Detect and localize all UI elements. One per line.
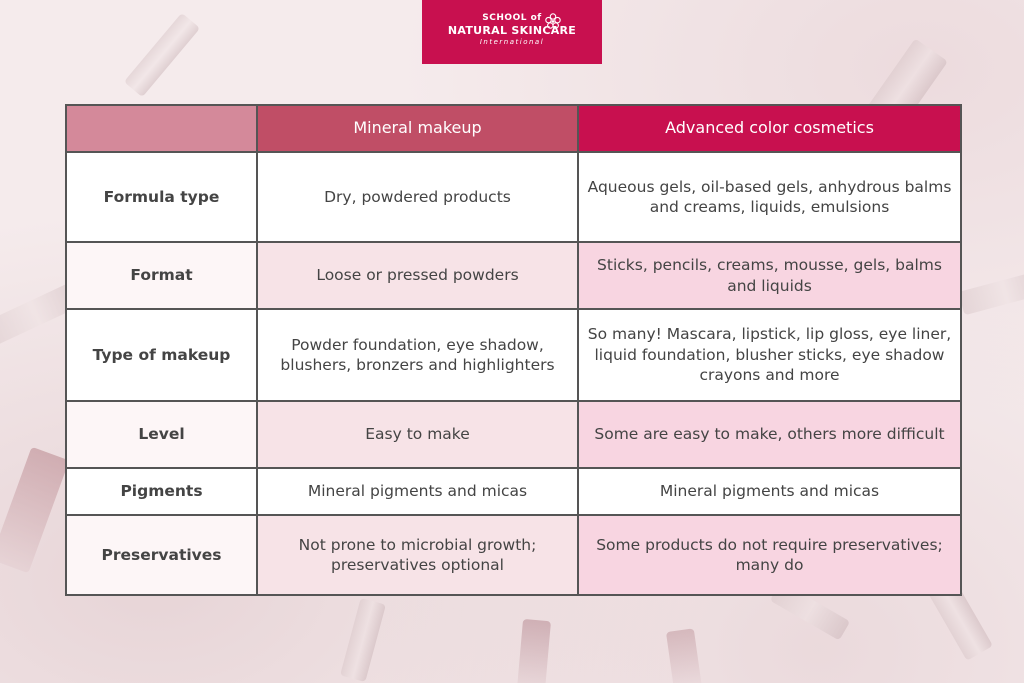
flower-icon xyxy=(544,12,562,30)
header-advanced-color-cosmetics: Advanced color cosmetics xyxy=(578,105,961,152)
table-row xyxy=(66,152,961,242)
brand-logo xyxy=(422,0,602,64)
row-label: Preservatives xyxy=(66,515,257,595)
mineral-cell: Loose or pressed powders xyxy=(257,242,578,309)
row-label: Type of makeup xyxy=(66,309,257,401)
header-mineral-makeup: Mineral makeup xyxy=(257,105,578,152)
row-label: Level xyxy=(66,401,257,468)
advanced-cell: Some products do not require preservatives; many do xyxy=(578,515,961,595)
table-row xyxy=(66,468,961,515)
advanced-cell: Mineral pigments and micas xyxy=(578,468,961,515)
table-row xyxy=(66,515,961,595)
row-label: Pigments xyxy=(66,468,257,515)
logo-line-2: NATURAL SKINCARE xyxy=(447,24,577,37)
advanced-cell: Aqueous gels, oil-based gels, anhydrous balms and creams, liquids, emulsions xyxy=(578,152,961,242)
mineral-cell: Powder foundation, eye shadow, blushers, bronzers and highlighters xyxy=(257,309,578,401)
mineral-cell: Dry, powdered products xyxy=(257,152,578,242)
advanced-cell: So many! Mascara, lipstick, lip gloss, eye liner, liquid foundation, blusher sticks, eye shadow crayons and more xyxy=(578,309,961,401)
logo-line-3: International xyxy=(479,38,545,46)
table-row xyxy=(66,401,961,468)
row-label: Formula type xyxy=(66,152,257,242)
advanced-cell: Sticks, pencils, creams, mousse, gels, balms and liquids xyxy=(578,242,961,309)
table-row xyxy=(66,242,961,309)
advanced-cell: Some are easy to make, others more difficult xyxy=(578,401,961,468)
header-blank-cell xyxy=(66,105,257,152)
mineral-cell: Not prone to microbial growth; preservatives optional xyxy=(257,515,578,595)
comparison-table xyxy=(65,104,962,596)
row-label: Format xyxy=(66,242,257,309)
mineral-cell: Mineral pigments and micas xyxy=(257,468,578,515)
table-row xyxy=(66,309,961,401)
table-header-row xyxy=(66,105,961,152)
logo-line-1: SCHOOL of xyxy=(482,13,542,23)
mineral-cell: Easy to make xyxy=(257,401,578,468)
